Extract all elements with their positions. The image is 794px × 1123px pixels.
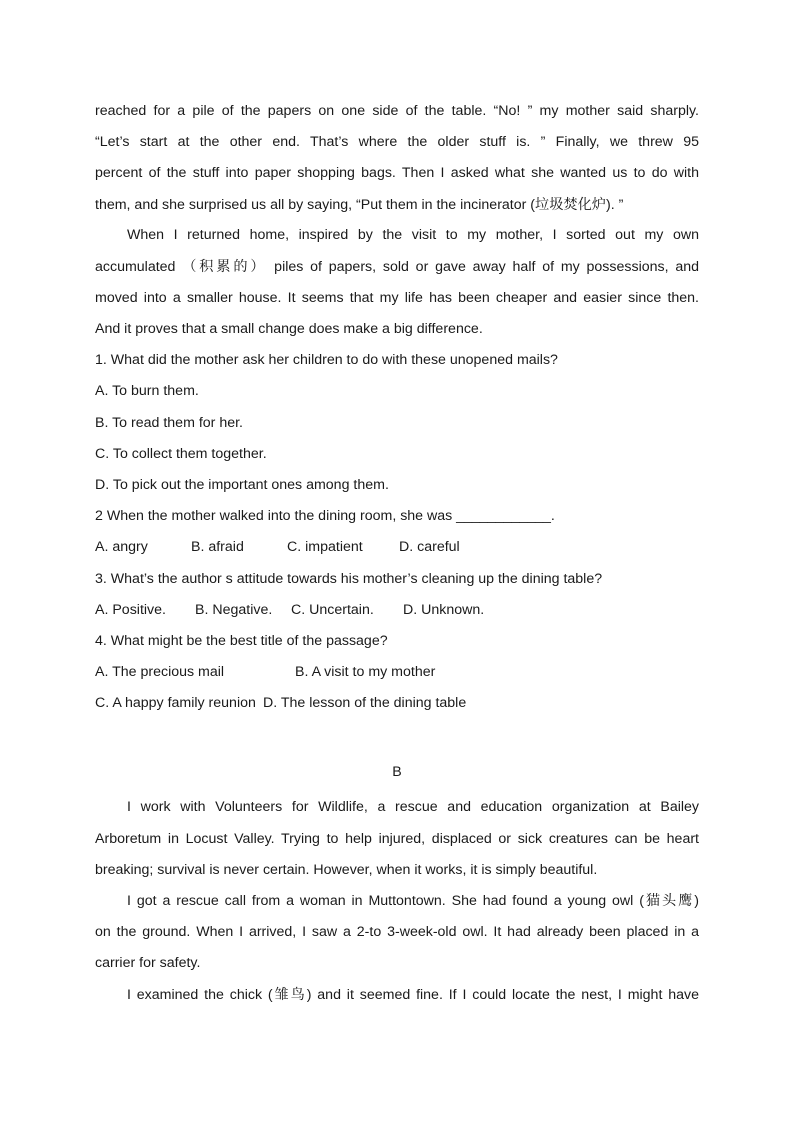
passage-b-p1-line-3: breaking; survival is never certain. However, when it works, it is simply beautiful.	[95, 862, 598, 878]
passage-a-p1-line-1: reached for a pile of the papers on one side of the table. “No! ” my mother said sharply.	[95, 103, 699, 119]
question-3-option-a: A. Positive.	[95, 602, 166, 618]
question-3-option-d: D. Unknown.	[403, 602, 485, 618]
question-1-stem: 1. What did the mother ask her children to do with these unopened mails?	[95, 352, 558, 368]
question-4-option-c: C. A happy family reunion	[95, 695, 256, 711]
passage-b-p3-line-1: I examined the chick (雏鸟) and it seemed fine. If I could locate the nest, I might have	[127, 987, 699, 1003]
question-4-stem: 4. What might be the best title of the passage?	[95, 633, 388, 649]
passage-a-p2-line-2: accumulated （积累的） piles of papers, sold or gave away half of my possessions, and	[95, 259, 699, 275]
passage-b-p2-line-3: carrier for safety.	[95, 955, 201, 971]
question-4-option-d: D. The lesson of the dining table	[263, 695, 467, 711]
question-2-option-c: C. impatient	[287, 539, 363, 555]
passage-b-heading: B	[392, 764, 402, 780]
passage-b-p1-line-1: I work with Volunteers for Wildlife, a rescue and education organization at Bailey	[127, 799, 699, 815]
passage-b-p1-line-2: Arboretum in Locust Valley. Trying to help injured, displaced or sick creatures can be heart	[95, 831, 699, 847]
passage-b-p2-line-2: on the ground. When I arrived, I saw a 2-to 3-week-old owl. It had already been placed in a	[95, 924, 699, 940]
passage-a-p1-line-4: them, and she surprised us all by saying, “Put them in the incinerator (垃圾焚化炉). ”	[95, 197, 624, 213]
passage-a-p1-line-2: “Let’s start at the other end. That’s where the older stuff is. ” Finally, we threw 95	[95, 134, 699, 150]
question-3-stem: 3. What’s the author s attitude towards his mother’s cleaning up the dining table?	[95, 571, 603, 587]
question-1-option-d: D. To pick out the important ones among them.	[95, 477, 389, 493]
question-4-option-b: B. A visit to my mother	[295, 664, 436, 680]
question-2-option-b: B. afraid	[191, 539, 244, 555]
question-3-option-b: B. Negative.	[195, 602, 273, 618]
passage-a-p2-line-4: And it proves that a small change does make a big difference.	[95, 321, 483, 337]
question-1-option-a: A. To burn them.	[95, 383, 199, 399]
question-1-option-c: C. To collect them together.	[95, 446, 267, 462]
question-1-option-b: B. To read them for her.	[95, 415, 243, 431]
passage-b-p2-line-1: I got a rescue call from a woman in Muttontown. She had found a young owl (猫头鹰)	[127, 893, 699, 909]
passage-a-p2-line-3: moved into a smaller house. It seems that my life has been cheaper and easier since then.	[95, 290, 699, 306]
question-2-option-d: D. careful	[399, 539, 460, 555]
question-4-option-a: A. The precious mail	[95, 664, 225, 680]
question-2-stem: 2 When the mother walked into the dining room, she was ____________.	[95, 508, 555, 524]
passage-a-p2-line-1: When I returned home, inspired by the visit to my mother, I sorted out my own	[127, 227, 699, 243]
question-3-option-c: C. Uncertain.	[291, 602, 374, 618]
question-2-option-a: A. angry	[95, 539, 148, 555]
passage-a-p1-line-3: percent of the stuff into paper shopping bags. Then I asked what she wanted us to do with	[95, 165, 699, 181]
